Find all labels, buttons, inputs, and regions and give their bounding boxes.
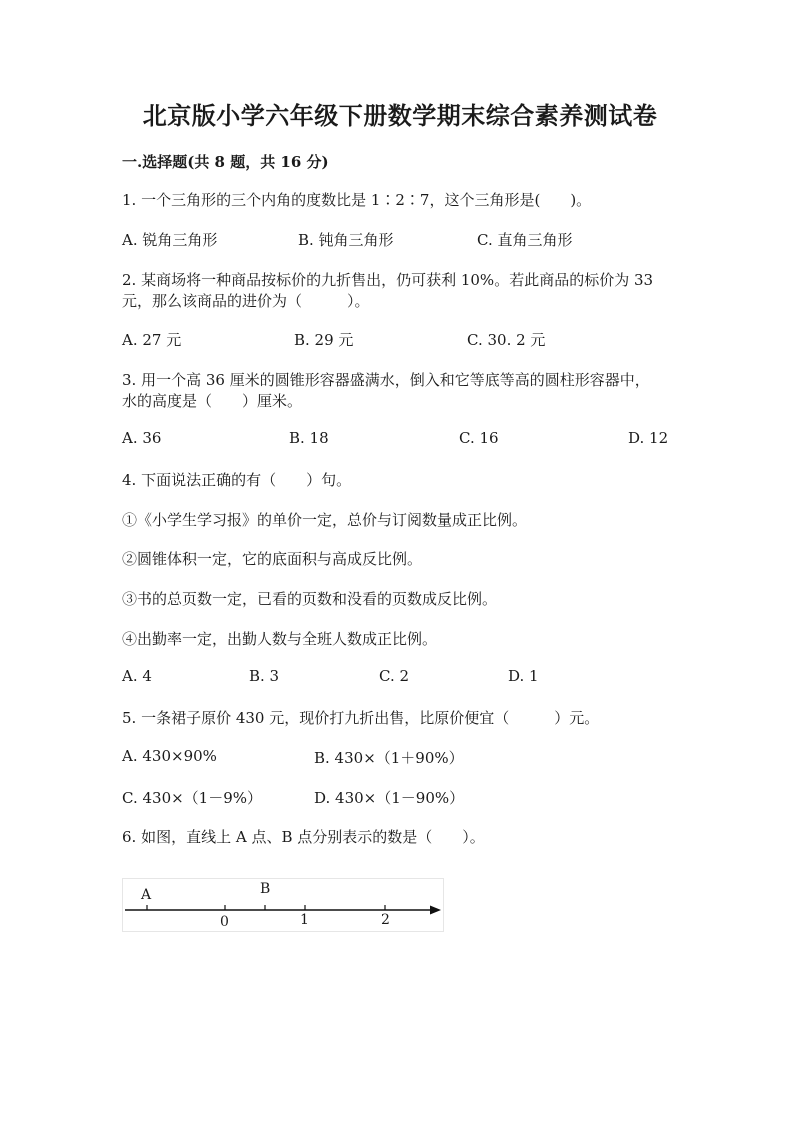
section-heading: 一.选择题(共 8 题，共 16 分) xyxy=(122,153,329,171)
q3-option-b: B. 18 xyxy=(289,429,329,447)
q4-statement-2: ②圆锥体积一定，它的底面积与高成反比例。 xyxy=(122,550,423,568)
q5-option-d: D. 430×（1－90%） xyxy=(314,789,465,807)
point-a-label: A xyxy=(141,887,152,903)
question-2-text-line1: 2. 某商场将一种商品按标价的九折售出，仍可获利 10%。若此商品的标价为 33 xyxy=(122,271,654,289)
q5-option-b: B. 430×（1＋90%） xyxy=(314,749,464,767)
tick-label-2: 2 xyxy=(381,912,390,928)
q4-option-c: C. 2 xyxy=(379,667,410,685)
q4-option-d: D. 1 xyxy=(508,667,539,685)
q4-statement-1: ①《小学生学习报》的单价一定，总价与订阅数量成正比例。 xyxy=(122,511,528,529)
q4-option-b: B. 3 xyxy=(249,667,280,685)
q3-option-d: D. 12 xyxy=(628,429,669,447)
question-3-text-line2: 水的高度是（ ）厘米。 xyxy=(122,392,303,410)
q2-option-a: A. 27 元 xyxy=(122,331,182,349)
q4-statement-4: ④出勤率一定，出勤人数与全班人数成正比例。 xyxy=(122,630,438,648)
question-3-text-line1: 3. 用一个高 36 厘米的圆锥形容器盛满水，倒入和它等底等高的圆柱形容器中， xyxy=(122,371,650,389)
q1-option-b: B. 钝角三角形 xyxy=(298,231,394,249)
q5-option-c: C. 430×（1－9%） xyxy=(122,789,263,807)
number-line-svg xyxy=(123,879,443,931)
tick-label-0: 0 xyxy=(220,914,229,930)
q2-option-c: C. 30. 2 元 xyxy=(467,331,546,349)
q3-option-a: A. 36 xyxy=(122,429,162,447)
question-6-text: 6. 如图，直线上 A 点、B 点分别表示的数是（ ）。 xyxy=(122,828,485,846)
q3-option-c: C. 16 xyxy=(459,429,499,447)
q4-statement-3: ③书的总页数一定，已看的页数和没看的页数成反比例。 xyxy=(122,590,498,608)
question-4-text: 4. 下面说法正确的有（ ）句。 xyxy=(122,471,352,489)
q2-option-b: B. 29 元 xyxy=(294,331,354,349)
question-1-text: 1. 一个三角形的三个内角的度数比是 1∶2∶7，这个三角形是( )。 xyxy=(122,191,592,209)
tick-label-1: 1 xyxy=(300,912,309,928)
number-line-figure xyxy=(122,878,444,932)
point-b-label: B xyxy=(260,881,271,897)
number-line-arrow-icon xyxy=(430,906,441,915)
question-5-text: 5. 一条裙子原价 430 元，现价打九折出售，比原价便宜（ ）元。 xyxy=(122,709,600,727)
question-2-text-line2: 元，那么该商品的进价为（ ）。 xyxy=(122,292,370,310)
q4-option-a: A. 4 xyxy=(122,667,152,685)
q1-option-a: A. 锐角三角形 xyxy=(122,231,218,249)
page-title: 北京版小学六年级下册数学期末综合素养测试卷 xyxy=(142,101,658,130)
q1-option-c: C. 直角三角形 xyxy=(477,231,573,249)
q5-option-a: A. 430×90% xyxy=(122,747,217,765)
